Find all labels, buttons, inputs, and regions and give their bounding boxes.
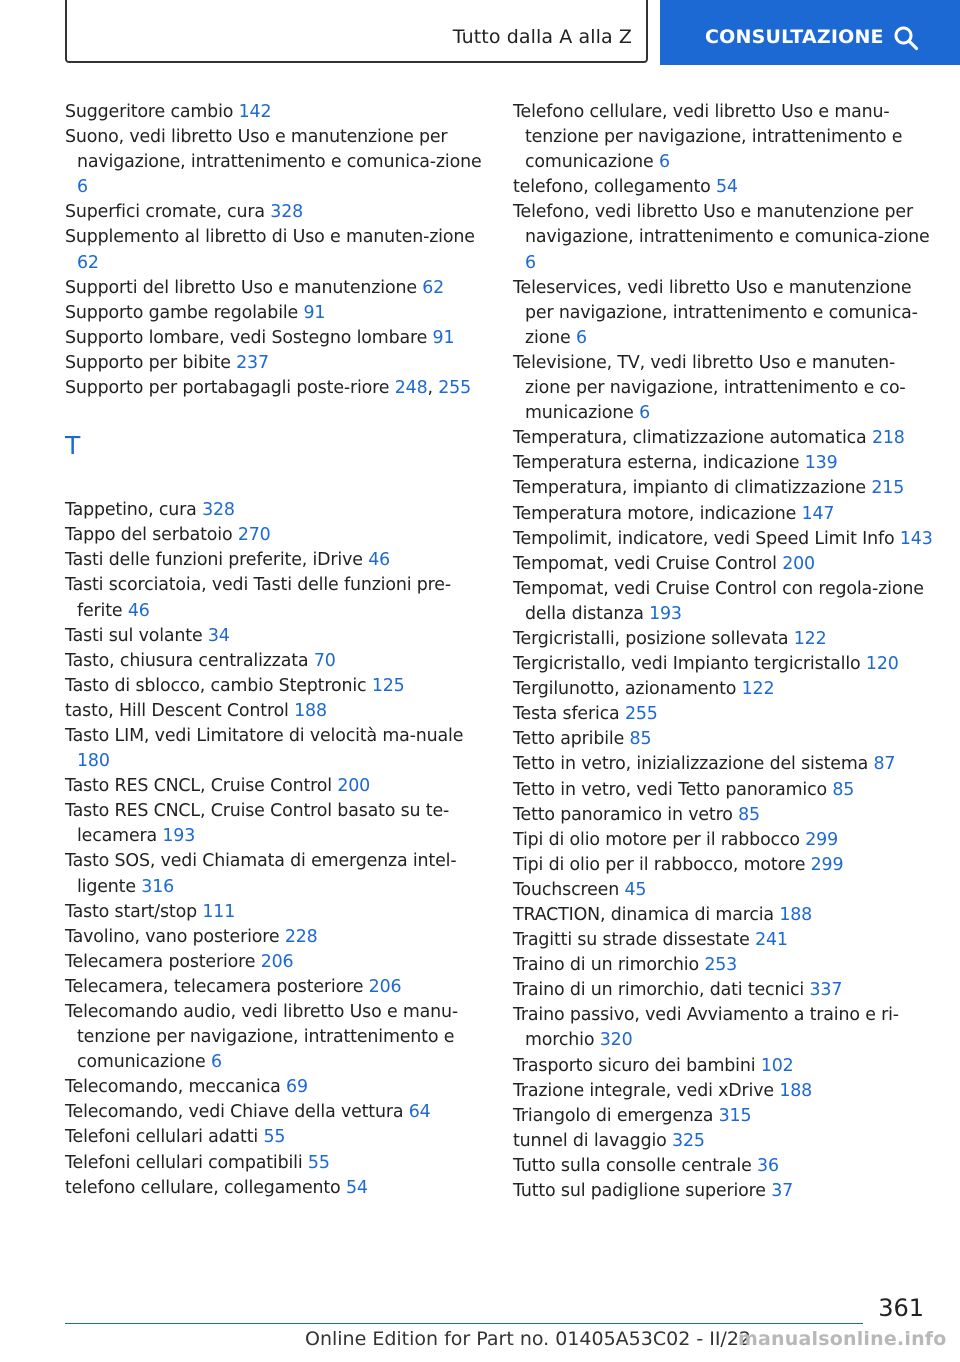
index-entry: Supporto per portabagagli poste‐riore 248, 255 [65, 378, 471, 399]
index-entry-text: Trasporto sicuro dei bambini [513, 1055, 756, 1076]
index-entry-text: Traino di un rimorchio, dati tecnici [513, 980, 805, 1001]
index-entry-text: Telecomando audio, vedi libretto Uso e manu‐tenzione per navigazione, intrattenimento e comunicazione [65, 1002, 459, 1073]
index-entry [65, 573, 485, 623]
page-link[interactable]: 253 [704, 955, 738, 976]
index-entry-text: Tipi di olio per il rabbocco, motore [513, 854, 806, 875]
index-entry [65, 674, 485, 699]
index-entry-text: Tasti sul volante [65, 625, 203, 646]
page-link[interactable]: 85 [832, 779, 855, 800]
page-link[interactable]: 193 [162, 826, 196, 847]
index-entry [513, 652, 933, 677]
index-entry-text: Telefoni cellulari adatti [65, 1127, 259, 1148]
page-link[interactable]: 55 [307, 1152, 330, 1173]
index-entry-text: Tavolino, vano posteriore [65, 926, 280, 947]
index-entry [513, 978, 933, 1003]
page-link[interactable]: 69 [286, 1077, 308, 1098]
page-link[interactable]: 337 [809, 980, 843, 1001]
index-entry-text: Telecomando, meccanica [65, 1077, 281, 1098]
page-number: 361 [878, 1294, 924, 1322]
page-link[interactable]: 255 [624, 704, 658, 725]
page-link[interactable]: 6 [575, 327, 587, 348]
index-entry [65, 200, 485, 225]
search-icon[interactable] [893, 25, 919, 51]
consult-label: CONSULTAZIONE [705, 26, 884, 48]
page-link[interactable]: 200 [337, 776, 371, 797]
index-entry [65, 351, 485, 376]
page-link[interactable]: 328 [270, 202, 304, 223]
footer-divider [65, 1323, 863, 1324]
index-entry-text: Telefono cellulare, vedi libretto Uso e manu‐tenzione per navigazione, intrattenimento e comunicazione [513, 102, 903, 173]
page-link[interactable]: 46 [368, 550, 391, 571]
index-entry-text: Televisione, TV, vedi libretto Uso e manuten‐zione per navigazione, intrattenimento e co‐municazione [513, 352, 906, 424]
index-entry-text: Temperatura esterna, indicazione [513, 453, 800, 474]
index-entry [65, 301, 485, 326]
index-entry [65, 1075, 485, 1100]
index-entry [513, 1003, 933, 1053]
edition-text: Online Edition for Part no. 01405A53C02 - II/22 [305, 1328, 752, 1350]
index-column-left [65, 100, 485, 1201]
page-link[interactable]: 85 [629, 729, 652, 750]
page-link[interactable]: 200 [782, 553, 815, 574]
page-link[interactable]: 188 [779, 1080, 813, 1101]
page-link[interactable]: 248 [394, 378, 428, 399]
index-entry-text: Tergilunotto, azionamento [513, 679, 737, 700]
index-entry-text: Tasti scorciatoia, vedi Tasti delle funzioni pre‐ferite [65, 575, 451, 621]
index-entry-text: Temperatura, impianto di climatizzazione [513, 478, 866, 499]
index-entry [513, 853, 933, 878]
index-entry-text: TRACTION, dinamica di marcia [513, 905, 774, 925]
section-tab [65, 0, 648, 63]
index-column-right [513, 100, 933, 1204]
page-link[interactable]: 193 [649, 603, 682, 624]
page-link[interactable]: 111 [202, 901, 236, 922]
index-entry-text: Suono, vedi libretto Uso e manutenzione per navigazione, intrattenimento e comunica‐zione [65, 127, 482, 173]
index-entry [513, 878, 933, 903]
index-entry [65, 548, 485, 573]
index-entry [65, 649, 485, 674]
index-entry-text: Tergicristallo, vedi Impianto tergicristallo [513, 654, 861, 675]
index-entry [65, 1151, 485, 1176]
index-entry [513, 200, 933, 275]
index-entry-text: Supporto gambe regolabile [65, 302, 299, 323]
index-entry-text: Tasto RES CNCL, Cruise Control [65, 776, 332, 797]
index-entry-text: Supporto per portabagagli poste‐riore [65, 378, 390, 399]
index-entry [513, 552, 933, 577]
page-link[interactable]: 241 [755, 930, 788, 951]
index-entry [65, 950, 485, 975]
page-link[interactable]: 46 [127, 600, 150, 621]
page-link[interactable]: 180 [77, 751, 110, 772]
index-entry-text: Supporto per bibite [65, 352, 231, 373]
index-entry-text: tunnel di lavaggio [513, 1130, 667, 1151]
index-entry-text: telefono, collegamento [513, 177, 711, 198]
page-link[interactable]: 87 [873, 754, 896, 775]
page-link[interactable]: 6 [211, 1052, 222, 1073]
page-link[interactable]: 6 [639, 403, 651, 424]
page-link[interactable]: 64 [408, 1102, 431, 1123]
index-entry-text: Tasto SOS, vedi Chiamata di emergenza intel‐ligente [65, 851, 457, 897]
page-link[interactable]: 299 [805, 829, 839, 850]
index-entry-text: Tetto in vetro, inizializzazione del sistema [513, 754, 869, 775]
index-entry-text: Temperatura, climatizzazione automatica [513, 428, 867, 449]
index-entry-text: Supporti del libretto Uso e manutenzione [65, 277, 417, 298]
page-link[interactable]: 6 [525, 252, 536, 273]
page-link[interactable]: 315 [718, 1105, 752, 1126]
index-entry-text: Tappo del serbatoio [65, 525, 233, 546]
page-link[interactable]: 215 [871, 478, 905, 499]
index-entry [513, 1054, 933, 1079]
index-entry [65, 925, 485, 950]
index-entry [65, 125, 485, 200]
page-link[interactable]: 143 [899, 528, 933, 549]
index-entry [513, 752, 933, 777]
page-link[interactable]: 299 [810, 854, 844, 875]
page-link[interactable]: 328 [202, 500, 235, 521]
index-entry [513, 577, 933, 627]
page-link[interactable]: 125 [371, 675, 405, 696]
index-entry-text: Tetto in vetro, vedi Tetto panoramico [513, 779, 827, 800]
index-entry-text: Superfici cromate, cura [65, 202, 265, 223]
index-entry-text: Teleservices, vedi libretto Uso e manutenzione per navigazione, intrattenimento e comunica‐zione [513, 277, 918, 348]
index-entry [65, 1100, 485, 1125]
index-entry [65, 624, 485, 649]
index-entry-text: Tasto, chiusura centralizzata [65, 650, 309, 671]
index-entry-text: Tempolimit, indicatore, vedi Speed Limit Info [513, 528, 895, 549]
page-link[interactable]: 218 [871, 428, 905, 449]
index-entry [65, 724, 485, 774]
page-link[interactable]: 91 [432, 327, 455, 348]
index-entry [513, 953, 933, 978]
index-entry-text: tasto, Hill Descent Control [65, 700, 289, 721]
index-entry [513, 903, 933, 928]
page-link[interactable]: 270 [237, 525, 271, 546]
index-entry [513, 426, 933, 451]
index-entry-text: Triangolo di emergenza [513, 1105, 714, 1126]
page-link[interactable]: 70 [313, 650, 336, 671]
index-entry-text: Traino passivo, vedi Avviamento a traino e ri‐morchio [513, 1005, 899, 1051]
index-entry-text: Tasto start/stop [65, 901, 197, 922]
index-entry-text: Tetto panoramico in vetro [513, 804, 733, 825]
index-entry-text: Testa sferica [513, 704, 620, 725]
index-entry-text: Tappetino, cura [65, 500, 197, 521]
index-entry [513, 1129, 933, 1154]
index-entry [513, 1154, 933, 1179]
index-entry [65, 1125, 485, 1150]
page-link[interactable]: 54 [716, 177, 738, 198]
section-letter: T [65, 431, 81, 461]
page-link[interactable]: 55 [263, 1127, 286, 1148]
index-entry [513, 702, 933, 727]
index-entry [65, 699, 485, 724]
index-entry [513, 677, 933, 702]
index-entry-text: Temperatura motore, indicazione [513, 503, 797, 524]
index-entry [65, 975, 485, 1000]
page-link[interactable]: 122 [741, 679, 775, 700]
index-entry-text: Tasto LIM, vedi Limitatore di velocità ma‐nuale [65, 725, 464, 746]
page-link[interactable]: 120 [865, 654, 899, 675]
page-link[interactable]: 37 [771, 1181, 794, 1202]
index-entry [65, 326, 485, 351]
index-entry-text: Tipi di olio motore per il rabbocco [513, 829, 800, 850]
index-entry [65, 849, 485, 899]
page-link[interactable]: 255 [438, 378, 471, 399]
index-entry [513, 627, 933, 652]
index-entry [513, 276, 933, 351]
page-link[interactable]: 6 [659, 152, 670, 173]
index-entry [513, 1179, 933, 1204]
index-entry [65, 276, 485, 301]
page-link[interactable]: 139 [804, 453, 838, 474]
index-entry [513, 1079, 933, 1104]
index-entry-text: Tragitti su strade dissestate [513, 930, 750, 951]
page-link[interactable]: 122 [793, 628, 827, 649]
index-entry-text: Telecamera, telecamera posteriore [65, 976, 364, 997]
index-entry-text: Telecamera posteriore [65, 951, 256, 972]
page-link[interactable]: 102 [760, 1055, 794, 1076]
index-entry [65, 1000, 485, 1075]
index-entries-t-continued [513, 100, 933, 1204]
index-entry [513, 451, 933, 476]
index-entry [65, 100, 485, 125]
index-entry-text: Telefono, vedi libretto Uso e manutenzione per navigazione, intrattenimento e comunica‐zione [513, 202, 930, 248]
page-link[interactable]: 320 [599, 1030, 633, 1051]
index-entry [65, 1176, 485, 1201]
index-entry-text: Tempomat, vedi Cruise Control con regola‐zione della distanza [513, 578, 924, 624]
index-entry [513, 351, 933, 426]
index-entry-text: Suggeritore cambio [65, 102, 234, 122]
page-link[interactable]: 62 [422, 277, 445, 298]
page-link[interactable]: 188 [779, 905, 813, 925]
index-entry-text: Tutto sulla consolle centrale [513, 1155, 752, 1176]
index-entry [513, 527, 933, 552]
index-entry [513, 1104, 933, 1129]
index-entry-text: Trazione integrale, vedi xDrive [513, 1080, 774, 1101]
page-link[interactable]: 228 [284, 926, 318, 947]
index-entry-text: Telecomando, vedi Chiave della vettura [65, 1102, 404, 1123]
index-entry [65, 799, 485, 849]
index-entry-text: Tasti delle funzioni preferite, iDrive [65, 550, 363, 571]
index-entry [513, 928, 933, 953]
index-entry [65, 523, 485, 548]
page-link[interactable]: 36 [757, 1155, 779, 1176]
index-entries-s [65, 100, 485, 401]
page-link[interactable]: 142 [238, 102, 272, 122]
index-entry [513, 502, 933, 527]
index-entries-t [65, 498, 485, 1201]
index-entry-text: Supporto lombare, vedi Sostegno lombare [65, 327, 428, 348]
index-entry-text: Telefoni cellulari compatibili [65, 1152, 303, 1173]
index-entry-text: Tasto RES CNCL, Cruise Control basato su te‐lecamera [65, 801, 450, 847]
index-entry [65, 774, 485, 799]
index-entry [513, 100, 933, 175]
page-link[interactable]: 91 [303, 302, 326, 323]
index-entry [65, 498, 485, 523]
index-entry [513, 175, 933, 200]
index-entry [513, 828, 933, 853]
index-entry-text: Tetto apribile [513, 729, 625, 750]
index-entry [513, 727, 933, 752]
index-entry-text: telefono cellulare, collegamento [65, 1177, 341, 1198]
index-entry [513, 803, 933, 828]
page-link[interactable]: 316 [141, 876, 175, 897]
page-link[interactable]: 62 [77, 252, 99, 273]
page-link[interactable]: 34 [207, 625, 230, 646]
section-title: Tutto dalla A alla Z [452, 26, 632, 48]
index-entry-text: Tergicristalli, posizione sollevata [513, 628, 789, 649]
index-entry [513, 476, 933, 501]
index-entry-text: Touchscreen [513, 879, 620, 900]
watermark: manualsonline.info [738, 1328, 947, 1350]
consult-tab[interactable] [660, 0, 960, 65]
page-link[interactable]: 206 [368, 976, 402, 997]
page-link[interactable]: 54 [345, 1177, 368, 1198]
page-link[interactable]: 325 [672, 1130, 705, 1151]
page-link[interactable]: 45 [624, 879, 647, 900]
page-link[interactable]: 206 [260, 951, 294, 972]
index-entry [65, 900, 485, 925]
index-entry-text: Tempomat, vedi Cruise Control [513, 553, 777, 574]
page-link[interactable]: 147 [801, 503, 835, 524]
index-entry-text: Tasto di sblocco, cambio Steptronic [65, 675, 367, 696]
page-link[interactable]: 6 [77, 177, 88, 198]
index-entry [513, 778, 933, 803]
page-link[interactable]: 237 [236, 352, 269, 373]
index-entry-text: Supplemento al libretto di Uso e manuten‐zione [65, 227, 475, 248]
index-entry [65, 225, 485, 275]
page-link[interactable]: 85 [738, 804, 760, 825]
index-entry-text: Tutto sul padiglione superiore [513, 1181, 766, 1202]
page-link[interactable]: 188 [294, 700, 327, 721]
index-entry-text: Traino di un rimorchio [513, 955, 699, 976]
